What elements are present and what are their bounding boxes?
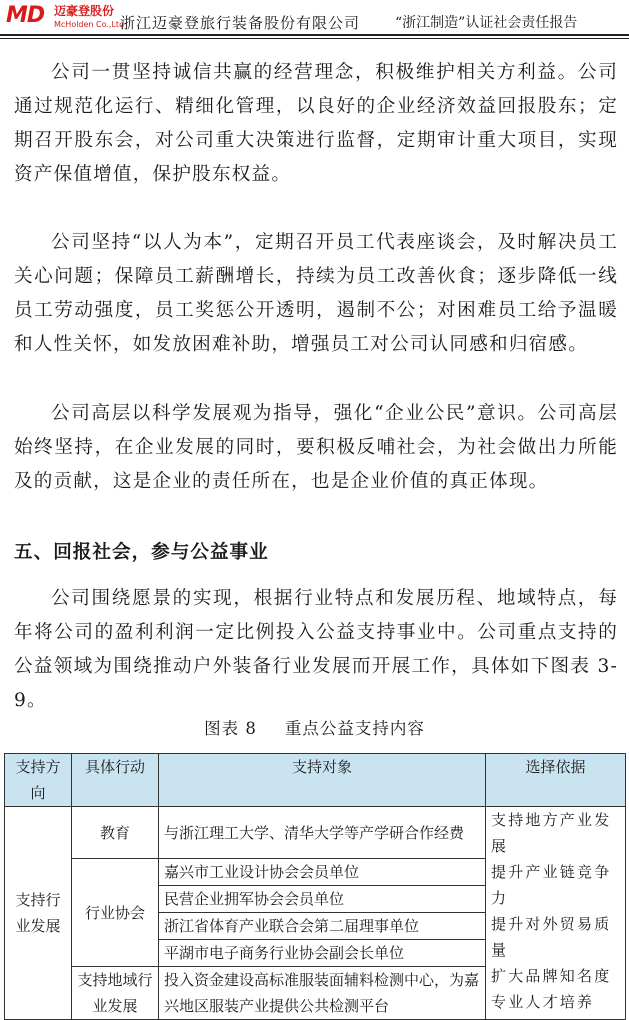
table-row: [5, 807, 626, 859]
page-header: [0, 0, 629, 40]
paragraph-employees: 公司坚持“以人为本”，定期召开员工代表座谈会，及时解决员工关心问题；保障员工薪酬增长，持续为员工改善伙食；逐步降低一线员工劳动强度，员工奖惩公开透明，遏制不公；对困难员工给予温暖和人性关怀，如发放困难补助，增强员工对公司认同感和归宿感。: [14, 232, 618, 355]
header-rule-thin: [0, 38, 629, 39]
cell-action: 支持地域行业发展: [72, 967, 159, 1020]
header-action: 具体行动: [72, 754, 159, 807]
table-header-row: [5, 754, 626, 807]
basis-item: 专业人才培养: [491, 993, 595, 1011]
header-rule-thick: [0, 34, 629, 36]
table-caption-label: 图表 8: [204, 719, 257, 738]
section-heading: 五、回报社会，参与公益事业: [14, 542, 269, 563]
company-logo: [6, 3, 125, 33]
table-caption-title: 重点公益支持内容: [284, 719, 425, 738]
logo-chinese-name: 迈豪登股份: [54, 4, 115, 18]
cell-target: 与浙江理工大学、清华大学等产学研合作经费: [159, 807, 486, 859]
cell-action: 教育: [72, 807, 159, 859]
basis-item: 提升对外贸易质量: [491, 915, 612, 959]
logo-english-name: McHolden Co.,Ltd: [54, 20, 125, 29]
cell-target: 投入资金建设高标准服装面辅料检测中心，为嘉兴地区服装产业提供公共检测平台: [159, 967, 486, 1020]
cell-action: 行业协会: [72, 859, 159, 967]
cell-target: 嘉兴市工业设计协会会员单位: [159, 859, 486, 886]
header-basis: 选择依据: [486, 754, 626, 807]
company-name: 浙江迈豪登旅行装备股份有限公司: [120, 14, 361, 32]
public-welfare-table: [4, 753, 626, 1020]
basis-item: 提升产业链竞争力: [491, 863, 612, 907]
header-target: 支持对象: [159, 754, 486, 807]
cell-basis: [486, 807, 626, 1020]
paragraph-shareholders: 公司一贯坚持诚信共赢的经营理念，积极维护相关方利益。公司通过规范化运行、精细化管理，以良好的企业经济效益回报股东；定期召开股东会，对公司重大决策进行监督，定期审计重大项目，实现资产保值增值，保护股东权益。: [14, 62, 618, 185]
paragraph-leadership: 公司高层以科学发展观为指导，强化“企业公民”意识。公司高层始终坚持，在企业发展的同时，要积极反哺社会，为社会做出力所能及的贡献，这是企业的责任所在，也是企业价值的真正体现。: [14, 403, 618, 492]
table-caption: [0, 718, 629, 740]
basis-item: 支持地方产业发展: [491, 811, 612, 855]
cell-direction: 支持行业发展: [5, 807, 72, 1020]
basis-item: 扩大品牌知名度: [491, 967, 612, 985]
logo-mark: MD: [6, 3, 45, 28]
paragraph-public-welfare: 公司围绕愿景的实现，根据行业特点和发展历程、地域特点，每年将公司的盈利利润一定比例投入公益支持事业中。公司重点支持的公益领域为围绕推动户外装备行业发展而开展工作，具体如下图表 3-9。: [14, 588, 618, 711]
header-direction: 支持方向: [5, 754, 72, 807]
report-title: “浙江制造”认证社会责任报告: [395, 15, 578, 31]
cell-target: 民营企业拥军协会会员单位: [159, 886, 486, 913]
cell-target: 浙江省体育产业联合会第二届理事单位: [159, 913, 486, 940]
cell-target: 平湖市电子商务行业协会副会长单位: [159, 940, 486, 967]
